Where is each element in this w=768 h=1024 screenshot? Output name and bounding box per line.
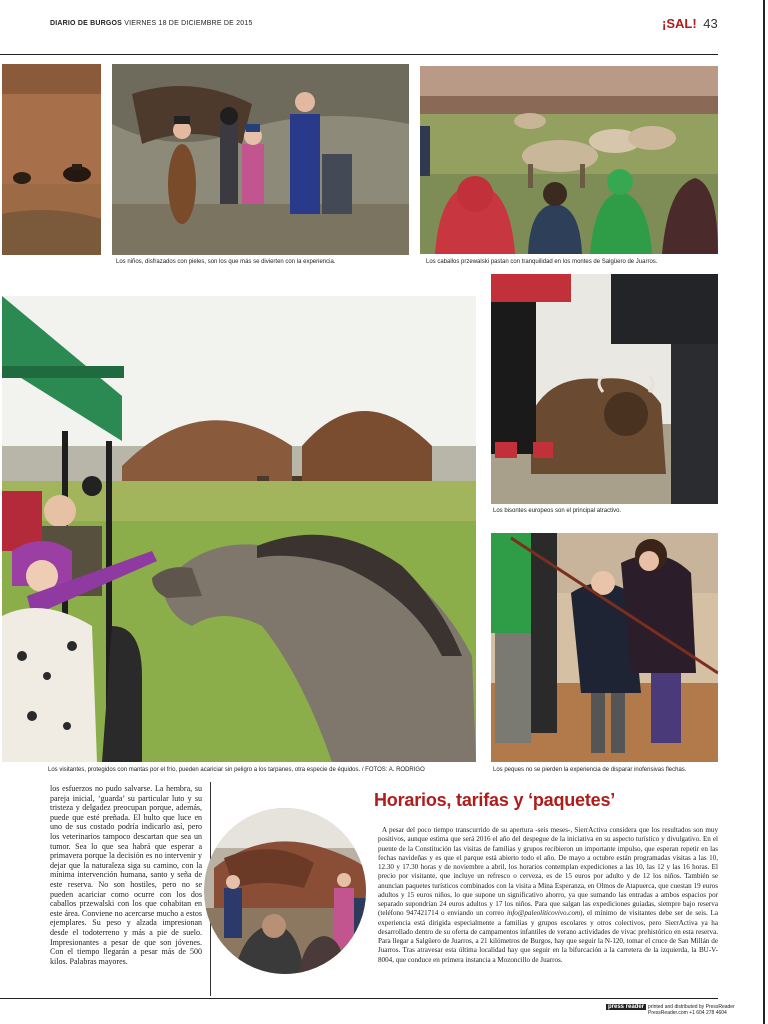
photo-przewalski-horses [420,66,718,254]
caption-horses: Los caballos przewalski pastan con tranquilidad en los montes de Salgüero de Juarros. [426,259,658,265]
caption-bison: Los bisontes europeos son el principal atractivo. [493,508,622,514]
photo-bison-field [2,64,101,255]
photo-european-bison [491,274,718,504]
issue-date: VIERNES 18 DE DICIEMBRE DE 2015 [124,20,253,27]
footer-rule [0,998,718,999]
credit-line-2: PressReader.com +1 604 278 4604 [648,1010,727,1016]
credit-line-1: printed and distributed by PressReader [648,1004,735,1010]
photo-kids-in-furs [112,64,409,255]
running-header [50,20,253,27]
caption-visitors: Los visitantes, protegidos con mantas por el frío, pueden acariciar sin peligro a los tarpanes, otra especie de équidos. / FOTOS: A. RODRIGO [48,767,425,773]
photo-circle-group [204,808,366,974]
pressreader-credit [606,1004,735,1016]
newspaper-name: DIARIO DE BURGOS [50,20,123,27]
box-text-part2: ), el mínimo de visitantes debe ser de seis. La experiencia está dirigida especialmente a familias y grupos escolares y otros colectivos, pero SierrActiva ya ha desarrollado dentro de su oferta de campamentos infantiles de verano actividades de vivac prehistórico en esta reserva. Para llegar a Salgüero de Juarros, a 21 kilómetros de Burgos, hay que seguir la N-120, tomar el cruce de San Millán de Juarros. Tras atravesar esta última localidad hay que seguir en la bifurcación a la carretera de la izquierda, la BU-V-8004, que conduce en primera instancia a Mozoncillo de Juarros. [378,909,718,964]
header-rule [0,54,718,55]
photo-tarpan-visitors [2,296,476,762]
article-column-continuation: los esfuerzos no pudo salvarse. La hembra, su pareja inicial, ‘guarda’ su particular luto y su tristeza y delgadez preocupan porque, además, puede que esté preñada. El bulto que luce en uno de sus costado podría indicarlo así, pero los veterinarios tampoco descartan que sea un tumor. Sea lo que sea habrá que esperar a primavera porque la decisión es no intervenir y dejar que la naturaleza siga su camino, con la mínima intervención humana, santo y seña de este reserva. No son hostiles, pero no se pueden acariciar como ocurre con los dos caballos przewalski con los que cohabitan en este área. Conviene no acercarse mucho a estos ejemplares. Su peso y alzada impresionan desde el todoterreno y más a pie de suelo. Impresionantes a pesar de que son jóvenes. Con el tiempo llegarán a pesar más de 500 kilos. Palabras mayores. [50,784,202,966]
caption-kids: Los niños, disfrazados con pieles, son los que más se divierten con la experiencia. [116,259,336,265]
pressreader-logo: press reader [608,1004,645,1010]
contact-email: info@paleolíticovivo.com [506,909,581,918]
caption-arrows: Los peques no se pierden la experiencia de disparar inofensivas flechas. [493,767,687,773]
photo-arrow-shooting [491,533,718,762]
section-folio [662,16,718,31]
page-number: 43 [703,16,718,31]
section-name: ¡SAL! [662,16,697,31]
box-body-text [378,826,718,965]
page-edge-rule [763,0,765,1024]
box-headline: Horarios, tarifas y ‘paquetes’ [374,790,616,810]
box-text-part1: A pesar del poco tiempo transcurrido de su apertura -seis meses-, SierrActiva considera que los resultados son muy positivos, aunque estima que será 2016 el año del despegue de la iniciativa en su aspecto turístico y divulgativo. En el puente de la Constitución las visitas de familias y grupos recibieron un importante impulso, que esperan repetir en las fechas navideñas y es que el parque está abierto todo el año. De mayo a octubre están programadas visitas a las 10, 12.30 y 17.30 horas y de noviembre a abril, los horarios contemplan expediciones a las 10, las 12 y las 16 horas. El precio por visitante, que incluye un refresco o cerveza, es de 15 euros por adulto y de 12 los niños. También se anuncian paquetes turísticos combinados con la visita a Mina Esperanza, en Olmos de Atapuerca, que cuestan 19 euros adultos y 15 euros niños, lo que supone un significativo ahorro, ya que sumando las entradas a ambos espacios por separado supondrían 24 euros adultos y 17 los niños. Para que salgan las expediciones guiadas, siempre bajo reserva (teléfono 947421714 o enviando un correo [378,826,718,918]
